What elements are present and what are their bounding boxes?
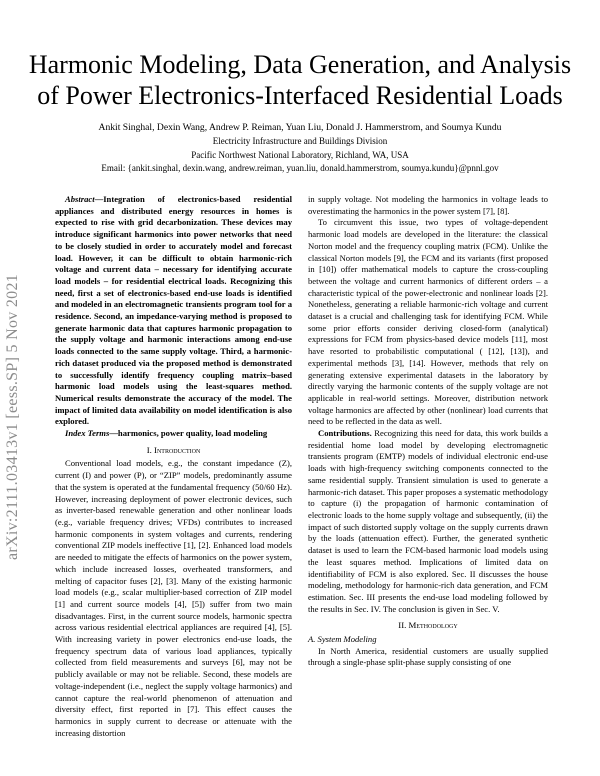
index-terms (55, 428, 292, 440)
affiliation-lab: Pacific Northwest National Laboratory, Richland, WA, USA (191, 150, 409, 160)
index-terms-text: —harmonics, power quality, load modeling (109, 428, 268, 439)
abstract-text: —Integration of electronics-based residential appliances and distributed energy resources in homes is expected to rise with grid decarbonization. These devices may introduce significant harmonics into power networks that need to be closely studied in order to accurately model and forecast load. However, it can be difficult to obtain harmonic-rich voltage and current data – necessary for identifying accurate load models – for residential electrical loads. Recognizing this need, first a set of electronics-based end-use loads is identified and modeled in an electromagnetic transients program tool for a residence. Second, an impedance-varying method is proposed to generate harmonic data that captures harmonic propagation to the supply voltage and harmonic interactions among end-use loads connected to the same supply voltage. Third, a harmonic-rich dataset produced via the proposed method is demonstrated to successfully identify frequency coupling matrix–based harmonic load models using the least-squares method. Numerical results demonstrate the accuracy of the model. The impact of limited data availability on model identification is also explored. (55, 194, 292, 427)
contributions-text: Recognizing this need for data, this work builds a residential home load model by developing electromagnetic transients program (EMTP) models of individual electronic end-use loads with high-frequency switching components connected to the same residential supply. Transient simulation is used to generate a harmonic-rich dataset. This paper proposes a systematic methodology to capture (i) the propagation of harmonic contamination of electronic loads to the home supply voltage and subsequently, (ii) the impact of such distorted supply voltage on the supply currents drawn by the loads (attenuation effect). Further, the generated synthetic dataset is used to learn the FCM-based harmonic load models using the least squares method. Implications of limited data on identifiability of FCM is also explored. Sec. II discusses the house modeling, methodology for harmonic-rich data generation, and FCM estimation. Sec. III presents the end-use load modeling followed by the results in Sec. IV. The conclusion is given in Sec. V. (308, 428, 548, 614)
methodology-paragraph-1: In North America, residential customers are usually supplied through a single-phase split-phase supply consisting of one (308, 645, 548, 668)
intro-paragraph-continued: in supply voltage. Not modeling the harmonics in voltage leads to overestimating the harmonics in the power system [7], [8]. (308, 194, 548, 216)
section-2-heading: II. Methodology (398, 620, 458, 631)
abstract-label: Abstract (65, 194, 95, 204)
left-column (55, 194, 292, 739)
contributions-paragraph (308, 428, 548, 615)
subsection-a-heading: A. System Modeling (308, 634, 377, 645)
index-terms-label: Index Terms (65, 428, 110, 439)
intro-paragraph-1: Conventional load models, e.g., the constant impedance (Z), current (I) and power (P), or “ZIP” models, predominantly assume that the system is operated at the fundamental frequency (50/60 Hz). However, increasing deployment of power electronic devices, such as inverter-based renewable generation and other nonlinear loads (e.g., variable frequency drives; VFDs) contributes to increased harmonic components in system voltages and currents, rendering conventional ZIP models ineffective [1], [2]. Enhanced load models are needed to mitigate the effects of harmonics on the power system, which include increased losses, overheated transformers, and melting of capacitor fuses [2], [3]. Many of the existing harmonic load models (e.g., scalar multiplier-based correction of ZIP model [1] and current source models [4], [5]) suffer from two main disadvantages. First, in the current source models, harmonic spectra across various residential electrical appliances are required [4], [5]. With increasing variety in power electronics end-use loads, the frequency spectrum data of various load appliances, typically collected from field measurements and surveys [6], may not be publicly available or may not be reliable. Second, these models are voltage-independent (i.e., neglect the supply voltage harmonics) and cannot capture the real-world phenomenon of attenuation and diversity effect, first reported in [7]. This effect causes the harmonics in supply current to decrease or attenuate with the increasing distortion (55, 458, 292, 738)
title-line-1: Harmonic Modeling, Data Generation, and Analysis (28, 50, 572, 79)
author-list: Ankit Singhal, Dexin Wang, Andrew P. Reiman, Yuan Liu, Donald J. Hammerstrom, and Soumya Kundu (98, 122, 502, 133)
title-line-2: of Power Electronics-Interfaced Residential Loads (37, 81, 563, 110)
arxiv-stamp: arXiv:2111.03413v1 [eess.SP] 5 Nov 2021 (4, 273, 21, 560)
right-column (308, 194, 548, 669)
affiliation-division: Electricity Infrastructure and Buildings Division (212, 136, 388, 146)
abstract (55, 194, 292, 428)
section-1-heading: I. Introduction (146, 444, 201, 455)
author-emails: Email: {ankit.singhal, dexin.wang, andrew.reiman, yuan.liu, donald.hammerstrom, soumya.kundu}@pnnl.gov (101, 163, 499, 173)
contributions-label: Contributions. (318, 428, 372, 439)
intro-paragraph-2: To circumvent this issue, two types of voltage-dependent harmonic load models are developed in the literature: the classical Norton model and the frequency coupling matrix (FCM). Unlike the classical Norton models [9], the FCM and its variants (first proposed in [10]) offer mathematical models to capture the cross-coupling between the voltage and current harmonics of different orders – a characteristic typical of the power-electronic and nonlinear loads [2]. Nonetheless, generating a reliable harmonic-rich voltage and current dataset is a crucial and challenging task for identifying FCM. While some prior efforts consider deriving closed-form (analytical) expressions for FCM from physics-based device models [11], most have resorted to probabilistic computational ( [12], [13]), and experimental methods [3], [14]. However, methods that rely on generating extensive experimental datasets in the laboratory by directly varying the harmonic contents of the supply voltage are not applicable in real-world settings. Moreover, distribution network voltage harmonics are affected by other (nonlinear) load currents that need to be reflected in the data as well. (308, 217, 548, 427)
paper-title (0, 49, 600, 111)
